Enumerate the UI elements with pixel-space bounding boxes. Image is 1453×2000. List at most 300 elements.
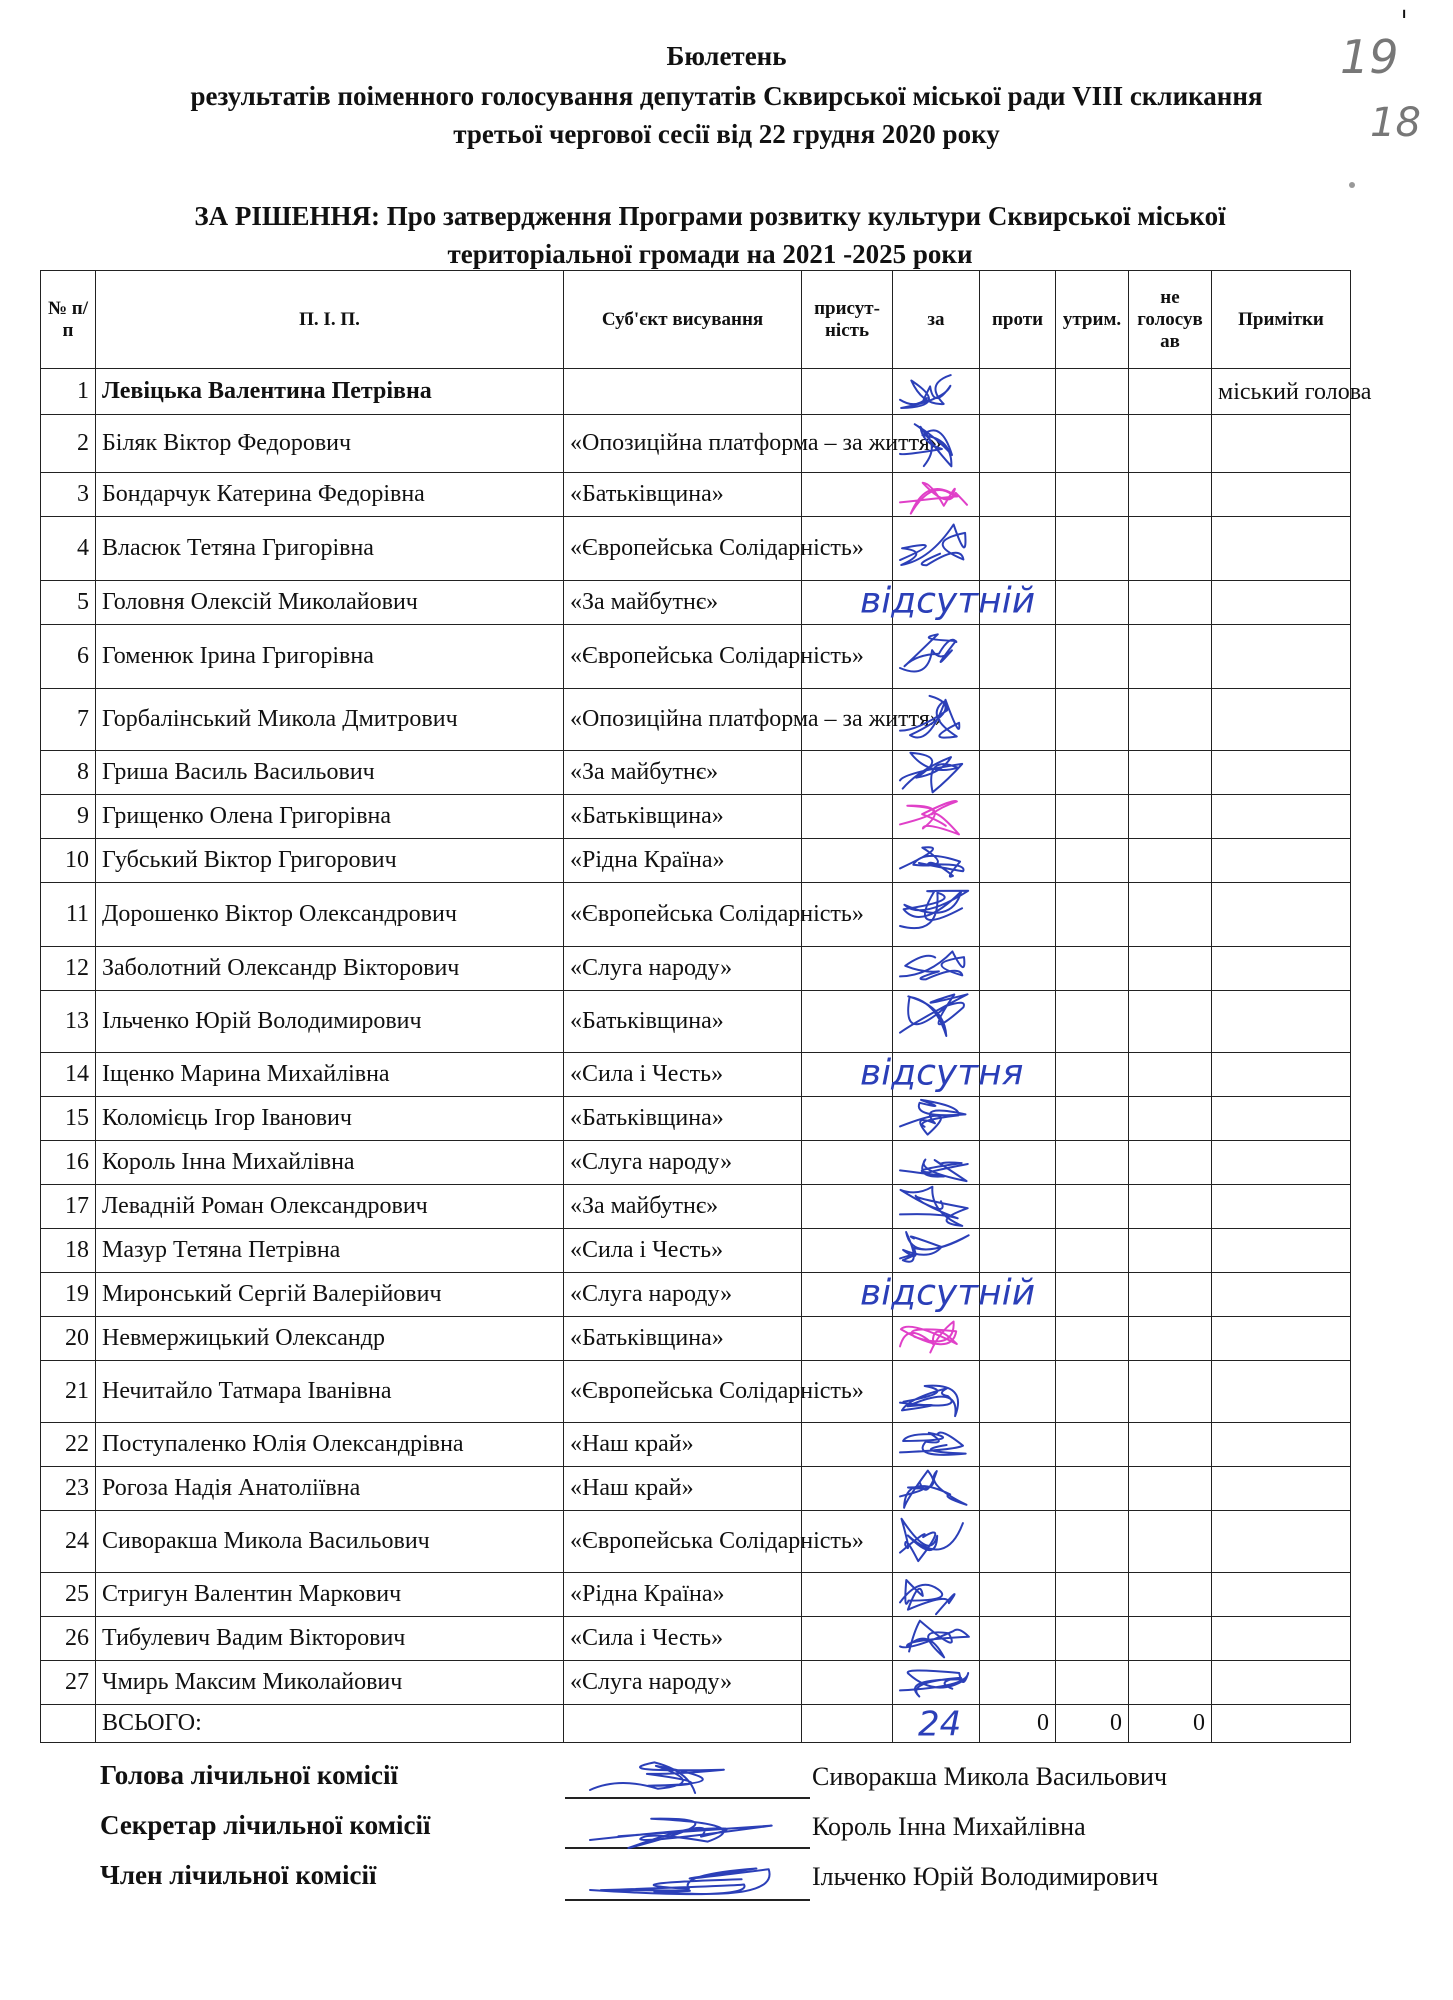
against-cell bbox=[980, 1511, 1056, 1573]
present-cell bbox=[802, 1273, 893, 1317]
novote-cell bbox=[1129, 839, 1212, 883]
note-cell bbox=[1212, 795, 1351, 839]
absent-handwritten-note: відсутній bbox=[860, 1272, 1036, 1314]
novote-cell bbox=[1129, 625, 1212, 689]
present-cell bbox=[802, 581, 893, 625]
present-cell bbox=[802, 369, 893, 415]
deputy-name: Рогоза Надія Анатоліївна bbox=[96, 1467, 564, 1511]
abstain-cell bbox=[1056, 1141, 1129, 1185]
col-header-party: Суб'єкт висування bbox=[564, 271, 802, 369]
row-number: 27 bbox=[41, 1661, 96, 1705]
deputy-name: Сиворакша Микола Васильович bbox=[96, 1511, 564, 1573]
note-cell bbox=[1212, 1361, 1351, 1423]
row-number: 5 bbox=[41, 581, 96, 625]
table-row bbox=[41, 1361, 1351, 1423]
abstain-cell bbox=[1056, 947, 1129, 991]
note-cell bbox=[1212, 689, 1351, 751]
table-row bbox=[41, 581, 1351, 625]
party-cell: «Наш край» bbox=[564, 1423, 802, 1467]
table-row bbox=[41, 517, 1351, 581]
decision-line-2: територіальної громади на 2021 -2025 роки bbox=[447, 239, 973, 269]
row-number: 16 bbox=[41, 1141, 96, 1185]
party-cell: «Рідна Країна» bbox=[564, 1573, 802, 1617]
table-header-row bbox=[41, 271, 1351, 369]
novote-cell bbox=[1129, 1097, 1212, 1141]
abstain-cell bbox=[1056, 625, 1129, 689]
abstain-cell bbox=[1056, 1661, 1129, 1705]
note-cell bbox=[1212, 1273, 1351, 1317]
total-present-cell bbox=[802, 1705, 893, 1743]
abstain-cell bbox=[1056, 1511, 1129, 1573]
note-cell bbox=[1212, 751, 1351, 795]
deputy-name: Дорошенко Віктор Олександрович bbox=[96, 883, 564, 947]
table-row bbox=[41, 991, 1351, 1053]
against-cell bbox=[980, 947, 1056, 991]
note-cell bbox=[1212, 1317, 1351, 1361]
absent-handwritten-note: відсутній bbox=[860, 580, 1036, 622]
table-row bbox=[41, 415, 1351, 473]
row-number: 7 bbox=[41, 689, 96, 751]
table-row bbox=[41, 839, 1351, 883]
against-cell bbox=[980, 473, 1056, 517]
novote-cell bbox=[1129, 1423, 1212, 1467]
ballot-subtitle: результатів поіменного голосування депутатів Сквирської міської ради VIII скликання bbox=[190, 81, 1263, 111]
note-cell bbox=[1212, 581, 1351, 625]
novote-cell bbox=[1129, 1617, 1212, 1661]
total-abstain: 0 bbox=[1056, 1705, 1129, 1743]
deputy-name: Гриша Василь Васильович bbox=[96, 751, 564, 795]
row-number: 10 bbox=[41, 839, 96, 883]
party-cell: «За майбутнє» bbox=[564, 581, 802, 625]
party-cell bbox=[564, 369, 802, 415]
deputy-name: Бондарчук Катерина Федорівна bbox=[96, 473, 564, 517]
table-row bbox=[41, 1573, 1351, 1617]
present-cell bbox=[802, 473, 893, 517]
present-cell bbox=[802, 1467, 893, 1511]
table-row bbox=[41, 689, 1351, 751]
party-cell: «За майбутнє» bbox=[564, 1185, 802, 1229]
abstain-cell bbox=[1056, 369, 1129, 415]
secretary-name: Король Інна Михайлівна bbox=[812, 1812, 1086, 1841]
table-row bbox=[41, 1511, 1351, 1573]
note-cell bbox=[1212, 1053, 1351, 1097]
deputy-name: Король Інна Михайлівна bbox=[96, 1141, 564, 1185]
scan-speck bbox=[1349, 182, 1355, 188]
abstain-cell bbox=[1056, 1273, 1129, 1317]
party-cell: «Європейська Солідарність» bbox=[564, 883, 802, 947]
abstain-cell bbox=[1056, 751, 1129, 795]
deputy-name: Гоменюк Ірина Григорівна bbox=[96, 625, 564, 689]
row-number: 14 bbox=[41, 1053, 96, 1097]
against-cell bbox=[980, 1053, 1056, 1097]
party-cell: «Сила і Честь» bbox=[564, 1617, 802, 1661]
novote-cell bbox=[1129, 1141, 1212, 1185]
against-cell bbox=[980, 1273, 1056, 1317]
row-number: 15 bbox=[41, 1097, 96, 1141]
col-header-num: № п/п bbox=[41, 271, 96, 369]
note-cell bbox=[1212, 1185, 1351, 1229]
row-number: 8 bbox=[41, 751, 96, 795]
novote-cell bbox=[1129, 1361, 1212, 1423]
novote-cell bbox=[1129, 883, 1212, 947]
row-number: 6 bbox=[41, 625, 96, 689]
for-cell bbox=[893, 947, 980, 991]
party-cell: «За майбутнє» bbox=[564, 751, 802, 795]
deputy-name: Губський Віктор Григорович bbox=[96, 839, 564, 883]
abstain-cell bbox=[1056, 517, 1129, 581]
abstain-cell bbox=[1056, 1053, 1129, 1097]
deputy-name: Грищенко Олена Григорівна bbox=[96, 795, 564, 839]
against-cell bbox=[980, 1467, 1056, 1511]
against-cell bbox=[980, 1661, 1056, 1705]
member-label: Член лічильної комісії bbox=[100, 1860, 377, 1890]
abstain-cell bbox=[1056, 991, 1129, 1053]
note-cell bbox=[1212, 473, 1351, 517]
party-cell: «Слуга народу» bbox=[564, 1141, 802, 1185]
note-cell bbox=[1212, 1467, 1351, 1511]
novote-cell bbox=[1129, 517, 1212, 581]
against-cell bbox=[980, 1229, 1056, 1273]
against-cell bbox=[980, 689, 1056, 751]
table-row bbox=[41, 473, 1351, 517]
for-cell bbox=[893, 1617, 980, 1661]
for-cell bbox=[893, 369, 980, 415]
for-cell bbox=[893, 1423, 980, 1467]
present-cell bbox=[802, 751, 893, 795]
novote-cell bbox=[1129, 473, 1212, 517]
total-for bbox=[893, 1705, 980, 1743]
row-number: 25 bbox=[41, 1573, 96, 1617]
table-row bbox=[41, 1317, 1351, 1361]
abstain-cell bbox=[1056, 1423, 1129, 1467]
deputy-name: Головня Олексій Миколайович bbox=[96, 581, 564, 625]
note-cell: міський голова bbox=[1212, 369, 1351, 415]
note-cell bbox=[1212, 1661, 1351, 1705]
against-cell bbox=[980, 839, 1056, 883]
secretary-sign-line bbox=[565, 1847, 810, 1849]
against-cell bbox=[980, 1361, 1056, 1423]
for-cell bbox=[893, 1097, 980, 1141]
against-cell bbox=[980, 369, 1056, 415]
abstain-cell bbox=[1056, 1467, 1129, 1511]
party-cell: «Опозиційна платформа – за життя» bbox=[564, 689, 802, 751]
for-cell bbox=[893, 751, 980, 795]
table-row bbox=[41, 947, 1351, 991]
note-cell bbox=[1212, 415, 1351, 473]
note-cell bbox=[1212, 625, 1351, 689]
for-cell bbox=[893, 1229, 980, 1273]
party-cell: «Європейська Солідарність» bbox=[564, 1361, 802, 1423]
for-cell bbox=[893, 1141, 980, 1185]
total-row bbox=[41, 1705, 1351, 1743]
col-header-against: проти bbox=[980, 271, 1056, 369]
table-row bbox=[41, 1097, 1351, 1141]
against-cell bbox=[980, 883, 1056, 947]
table-row bbox=[41, 625, 1351, 689]
party-cell: «Батьківщина» bbox=[564, 1317, 802, 1361]
deputy-name: Ільченко Юрій Володимирович bbox=[96, 991, 564, 1053]
present-cell bbox=[802, 991, 893, 1053]
against-cell bbox=[980, 991, 1056, 1053]
abstain-cell bbox=[1056, 1361, 1129, 1423]
party-cell: «Рідна Країна» bbox=[564, 839, 802, 883]
against-cell bbox=[980, 415, 1056, 473]
table-row bbox=[41, 1423, 1351, 1467]
present-cell bbox=[802, 795, 893, 839]
abstain-cell bbox=[1056, 839, 1129, 883]
row-number: 17 bbox=[41, 1185, 96, 1229]
abstain-cell bbox=[1056, 1317, 1129, 1361]
deputy-name: Левадній Роман Олександрович bbox=[96, 1185, 564, 1229]
table-row bbox=[41, 1185, 1351, 1229]
novote-cell bbox=[1129, 369, 1212, 415]
row-number: 26 bbox=[41, 1617, 96, 1661]
deputy-name: Нечитайло Татмара Іванівна bbox=[96, 1361, 564, 1423]
abstain-cell bbox=[1056, 1097, 1129, 1141]
col-header-present: присут-ність bbox=[802, 271, 893, 369]
novote-cell bbox=[1129, 1229, 1212, 1273]
table-row bbox=[41, 1661, 1351, 1705]
table-row bbox=[41, 795, 1351, 839]
deputy-name: Власюк Тетяна Григорівна bbox=[96, 517, 564, 581]
novote-cell bbox=[1129, 1185, 1212, 1229]
party-cell: «Батьківщина» bbox=[564, 991, 802, 1053]
note-cell bbox=[1212, 1617, 1351, 1661]
novote-cell bbox=[1129, 1573, 1212, 1617]
note-cell bbox=[1212, 1097, 1351, 1141]
session-line: третьої чергової сесії від 22 грудня 2020 року bbox=[453, 119, 1000, 149]
party-cell: «Батьківщина» bbox=[564, 795, 802, 839]
abstain-cell bbox=[1056, 1573, 1129, 1617]
abstain-cell bbox=[1056, 415, 1129, 473]
row-number: 23 bbox=[41, 1467, 96, 1511]
party-cell: «Європейська Солідарність» bbox=[564, 625, 802, 689]
present-cell bbox=[802, 839, 893, 883]
abstain-cell bbox=[1056, 473, 1129, 517]
note-cell bbox=[1212, 947, 1351, 991]
table-row bbox=[41, 369, 1351, 415]
note-cell bbox=[1212, 883, 1351, 947]
corner-tick: ˈ bbox=[1400, 6, 1409, 41]
col-header-name: П. І. П. bbox=[96, 271, 564, 369]
chair-label: Голова лічильної комісії bbox=[100, 1760, 398, 1790]
note-cell bbox=[1212, 991, 1351, 1053]
present-cell bbox=[802, 1097, 893, 1141]
party-cell: «Сила і Честь» bbox=[564, 1053, 802, 1097]
party-cell: «Європейська Солідарність» bbox=[564, 1511, 802, 1573]
deputy-name: Біляк Віктор Федорович bbox=[96, 415, 564, 473]
deputy-name: Коломієць Ігор Іванович bbox=[96, 1097, 564, 1141]
against-cell bbox=[980, 1097, 1056, 1141]
for-cell bbox=[893, 839, 980, 883]
present-cell bbox=[802, 1053, 893, 1097]
note-cell bbox=[1212, 1141, 1351, 1185]
total-for-handwritten: 24 bbox=[918, 1704, 962, 1745]
novote-cell bbox=[1129, 795, 1212, 839]
against-cell bbox=[980, 1141, 1056, 1185]
row-number: 2 bbox=[41, 415, 96, 473]
row-number: 11 bbox=[41, 883, 96, 947]
party-cell: «Батьківщина» bbox=[564, 1097, 802, 1141]
party-cell: «Батьківщина» bbox=[564, 473, 802, 517]
abstain-cell bbox=[1056, 883, 1129, 947]
novote-cell bbox=[1129, 751, 1212, 795]
table-row bbox=[41, 1467, 1351, 1511]
row-number: 9 bbox=[41, 795, 96, 839]
table-row bbox=[41, 1617, 1351, 1661]
table-row bbox=[41, 1229, 1351, 1273]
table-row bbox=[41, 751, 1351, 795]
note-cell bbox=[1212, 1573, 1351, 1617]
novote-cell bbox=[1129, 415, 1212, 473]
novote-cell bbox=[1129, 689, 1212, 751]
for-cell bbox=[893, 991, 980, 1053]
for-cell bbox=[893, 625, 980, 689]
present-cell bbox=[802, 1661, 893, 1705]
row-number: 22 bbox=[41, 1423, 96, 1467]
member-name: Ільченко Юрій Володимирович bbox=[812, 1862, 1159, 1891]
against-cell bbox=[980, 1423, 1056, 1467]
table-row bbox=[41, 883, 1351, 947]
deputy-name: Поступаленко Юлія Олександрівна bbox=[96, 1423, 564, 1467]
party-cell: «Європейська Солідарність» bbox=[564, 517, 802, 581]
abstain-cell bbox=[1056, 795, 1129, 839]
party-cell: «Наш край» bbox=[564, 1467, 802, 1511]
for-cell bbox=[893, 1511, 980, 1573]
against-cell bbox=[980, 795, 1056, 839]
present-cell bbox=[802, 1141, 893, 1185]
deputy-name: Іщенко Марина Михайлівна bbox=[96, 1053, 564, 1097]
party-cell: «Опозиційна платформа – за життя» bbox=[564, 415, 802, 473]
col-header-for: за bbox=[893, 271, 980, 369]
novote-cell bbox=[1129, 1467, 1212, 1511]
abstain-cell bbox=[1056, 1229, 1129, 1273]
novote-cell bbox=[1129, 1053, 1212, 1097]
member-sign-line bbox=[565, 1899, 810, 1901]
novote-cell bbox=[1129, 1661, 1212, 1705]
against-cell bbox=[980, 1185, 1056, 1229]
for-cell bbox=[893, 1053, 980, 1097]
commission-signature bbox=[590, 1869, 770, 1895]
novote-cell bbox=[1129, 581, 1212, 625]
col-header-novote: не голосув ав bbox=[1129, 271, 1212, 369]
total-label: ВСЬОГО: bbox=[96, 1705, 564, 1743]
deputy-name: Стригун Валентин Маркович bbox=[96, 1573, 564, 1617]
table-row bbox=[41, 1053, 1351, 1097]
party-cell: «Слуга народу» bbox=[564, 947, 802, 991]
ballot-title: Бюлетень bbox=[666, 41, 787, 71]
against-cell bbox=[980, 581, 1056, 625]
handwritten-page-number: 19 bbox=[1340, 30, 1399, 84]
deputy-name: Мазур Тетяна Петрівна bbox=[96, 1229, 564, 1273]
row-number: 13 bbox=[41, 991, 96, 1053]
deputy-name: Тибулевич Вадим Вікторович bbox=[96, 1617, 564, 1661]
for-cell bbox=[893, 1361, 980, 1423]
total-num-cell bbox=[41, 1705, 96, 1743]
party-cell: «Слуга народу» bbox=[564, 1273, 802, 1317]
present-cell bbox=[802, 1617, 893, 1661]
for-cell bbox=[893, 1573, 980, 1617]
commission-signature bbox=[590, 1819, 772, 1848]
table-row bbox=[41, 1273, 1351, 1317]
present-cell bbox=[802, 1573, 893, 1617]
for-cell bbox=[893, 473, 980, 517]
decision-line-1: ЗА РІШЕННЯ: Про затвердження Програми розвитку культури Сквирської міської bbox=[194, 201, 1226, 231]
against-cell bbox=[980, 751, 1056, 795]
abstain-cell bbox=[1056, 1617, 1129, 1661]
for-cell bbox=[893, 1317, 980, 1361]
present-cell bbox=[802, 1229, 893, 1273]
note-cell bbox=[1212, 1229, 1351, 1273]
abstain-cell bbox=[1056, 1185, 1129, 1229]
deputy-name: Левіцька Валентина Петрівна bbox=[96, 369, 564, 415]
novote-cell bbox=[1129, 1273, 1212, 1317]
deputy-name: Горбалінський Микола Дмитрович bbox=[96, 689, 564, 751]
abstain-cell bbox=[1056, 581, 1129, 625]
voting-table bbox=[40, 270, 1372, 1743]
total-novote: 0 bbox=[1129, 1705, 1212, 1743]
deputy-name: Чмирь Максим Миколайович bbox=[96, 1661, 564, 1705]
abstain-cell bbox=[1056, 689, 1129, 751]
for-cell bbox=[893, 1467, 980, 1511]
deputy-name: Заболотний Олександр Вікторович bbox=[96, 947, 564, 991]
deputy-name: Невмержицький Олександр bbox=[96, 1317, 564, 1361]
total-against: 0 bbox=[980, 1705, 1056, 1743]
party-cell: «Слуга народу» bbox=[564, 1661, 802, 1705]
absent-handwritten-note: відсутня bbox=[860, 1052, 1024, 1094]
novote-cell bbox=[1129, 1317, 1212, 1361]
for-cell bbox=[893, 1661, 980, 1705]
handwritten-page-number-2: 18 bbox=[1370, 100, 1421, 146]
row-number: 4 bbox=[41, 517, 96, 581]
total-notes-cell bbox=[1212, 1705, 1351, 1743]
for-cell bbox=[893, 1273, 980, 1317]
for-cell bbox=[893, 1185, 980, 1229]
note-cell bbox=[1212, 1423, 1351, 1467]
row-number: 20 bbox=[41, 1317, 96, 1361]
note-cell bbox=[1212, 839, 1351, 883]
novote-cell bbox=[1129, 947, 1212, 991]
total-party-cell bbox=[564, 1705, 802, 1743]
row-number: 12 bbox=[41, 947, 96, 991]
against-cell bbox=[980, 1573, 1056, 1617]
table-row bbox=[41, 1141, 1351, 1185]
present-cell bbox=[802, 947, 893, 991]
chair-name: Сиворакша Микола Васильович bbox=[812, 1762, 1168, 1791]
row-number: 3 bbox=[41, 473, 96, 517]
col-header-abstain: утрим. bbox=[1056, 271, 1129, 369]
row-number: 18 bbox=[41, 1229, 96, 1273]
present-cell bbox=[802, 1185, 893, 1229]
against-cell bbox=[980, 1317, 1056, 1361]
for-cell bbox=[893, 517, 980, 581]
present-cell bbox=[802, 1423, 893, 1467]
for-cell bbox=[893, 883, 980, 947]
against-cell bbox=[980, 517, 1056, 581]
col-header-notes: Примітки bbox=[1212, 271, 1351, 369]
for-cell bbox=[893, 581, 980, 625]
commission-signature bbox=[590, 1762, 724, 1793]
for-cell bbox=[893, 795, 980, 839]
against-cell bbox=[980, 1617, 1056, 1661]
deputy-name: Миронський Сергій Валерійович bbox=[96, 1273, 564, 1317]
row-number: 19 bbox=[41, 1273, 96, 1317]
novote-cell bbox=[1129, 991, 1212, 1053]
party-cell: «Сила і Честь» bbox=[564, 1229, 802, 1273]
note-cell bbox=[1212, 517, 1351, 581]
novote-cell bbox=[1129, 1511, 1212, 1573]
row-number: 1 bbox=[41, 369, 96, 415]
